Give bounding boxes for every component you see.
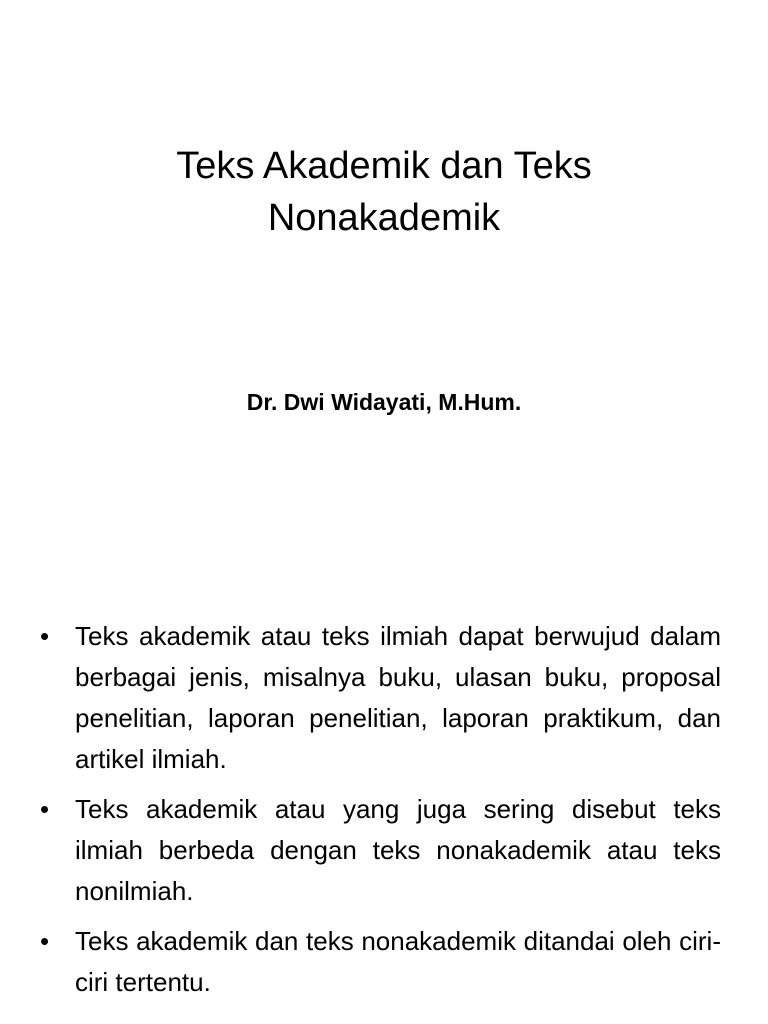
bullet-list: [40, 616, 721, 1012]
bullet-icon: •: [40, 926, 50, 956]
slide-title: Teks Akademik dan Teks Nonakademik: [176, 145, 592, 239]
bullet-text: Teks akademik dan teks nonakademik ditandai oleh ciri-ciri tertentu.: [75, 926, 721, 997]
bullet-item: [40, 789, 721, 912]
bullet-icon: •: [40, 794, 50, 824]
bullet-icon: •: [40, 621, 50, 651]
bullet-item: [40, 616, 721, 780]
bullet-text: Teks akademik atau teks ilmiah dapat berwujud dalam berbagai jenis, misalnya buku, ulasan buku, proposal penelitian, laporan penelitian, laporan praktikum, dan artikel ilmiah.: [75, 621, 721, 774]
bullet-item: [40, 921, 721, 1003]
bullet-text: Teks akademik atau yang juga sering disebut teks ilmiah berbeda dengan teks nonakademik atau teks nonilmiah.: [75, 794, 721, 906]
content-slide: [0, 576, 768, 1024]
slide-author: Dr. Dwi Widayati, M.Hum.: [246, 389, 522, 415]
